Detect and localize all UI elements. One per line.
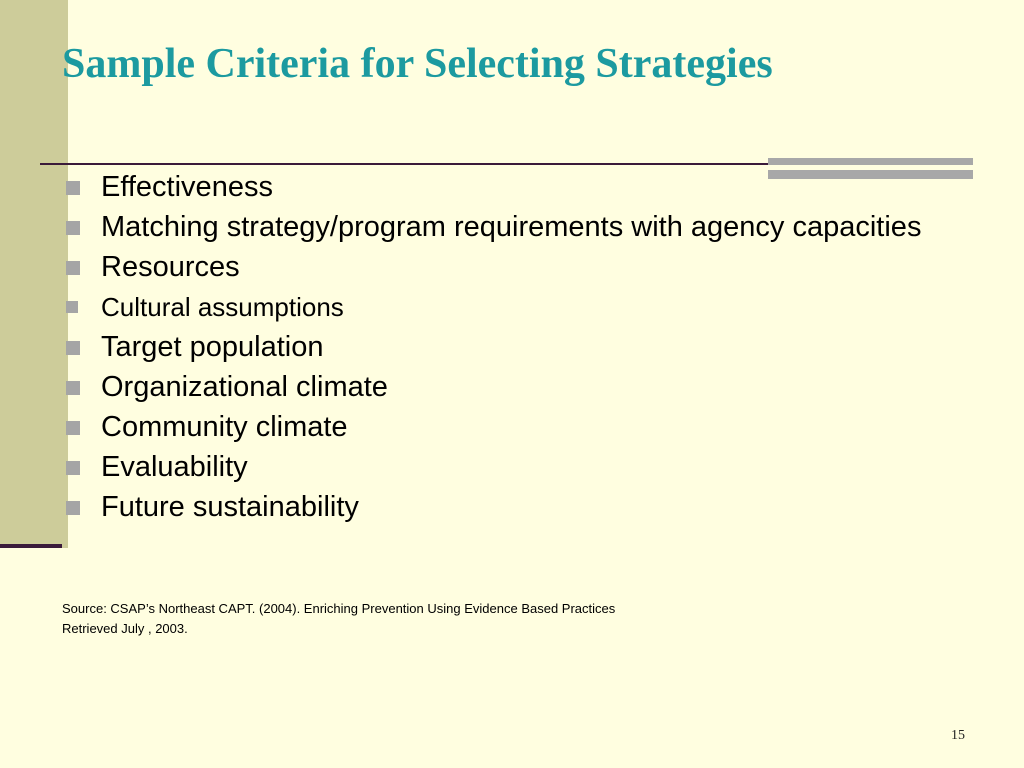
list-item	[64, 370, 934, 404]
bullet-text: Cultural assumptions	[101, 292, 344, 322]
square-bullet-icon	[66, 221, 80, 235]
square-bullet-icon	[66, 181, 80, 195]
bullet-text: Target population	[101, 331, 324, 363]
list-item	[64, 250, 934, 284]
list-item	[64, 410, 934, 444]
source-line: Source: CSAP’s Northeast CAPT. (2004). Enriching Prevention Using Evidence Based Practices	[62, 601, 616, 616]
square-bullet-icon	[66, 461, 80, 475]
square-bullet-icon	[66, 301, 78, 313]
list-item	[64, 490, 934, 524]
list-item	[64, 170, 934, 204]
square-bullet-icon	[66, 341, 80, 355]
square-bullet-icon	[66, 261, 80, 275]
bullet-text: Organizational climate	[101, 371, 388, 403]
bullet-text: Effectiveness	[101, 171, 273, 203]
bullet-text: Future sustainability	[101, 491, 359, 523]
criteria-list	[64, 164, 934, 524]
list-item	[64, 210, 934, 244]
list-item	[64, 450, 934, 484]
page-number: 15	[951, 728, 965, 743]
list-item	[64, 330, 934, 364]
square-bullet-icon	[66, 421, 80, 435]
left-decorative-band	[0, 0, 68, 548]
source-line: Retrieved July , 2003.	[62, 621, 188, 636]
square-bullet-icon	[66, 381, 80, 395]
slide-title: Sample Criteria for Selecting Strategies	[62, 41, 773, 87]
source-citation	[62, 599, 615, 639]
bullet-text: Community climate	[101, 411, 348, 443]
square-bullet-icon	[66, 501, 80, 515]
bullet-text: Matching strategy/program requirements with agency capacities	[101, 211, 922, 243]
bullet-text: Evaluability	[101, 451, 248, 483]
bullet-text: Resources	[101, 251, 240, 283]
left-band-rule	[0, 544, 62, 548]
list-item	[64, 290, 934, 324]
